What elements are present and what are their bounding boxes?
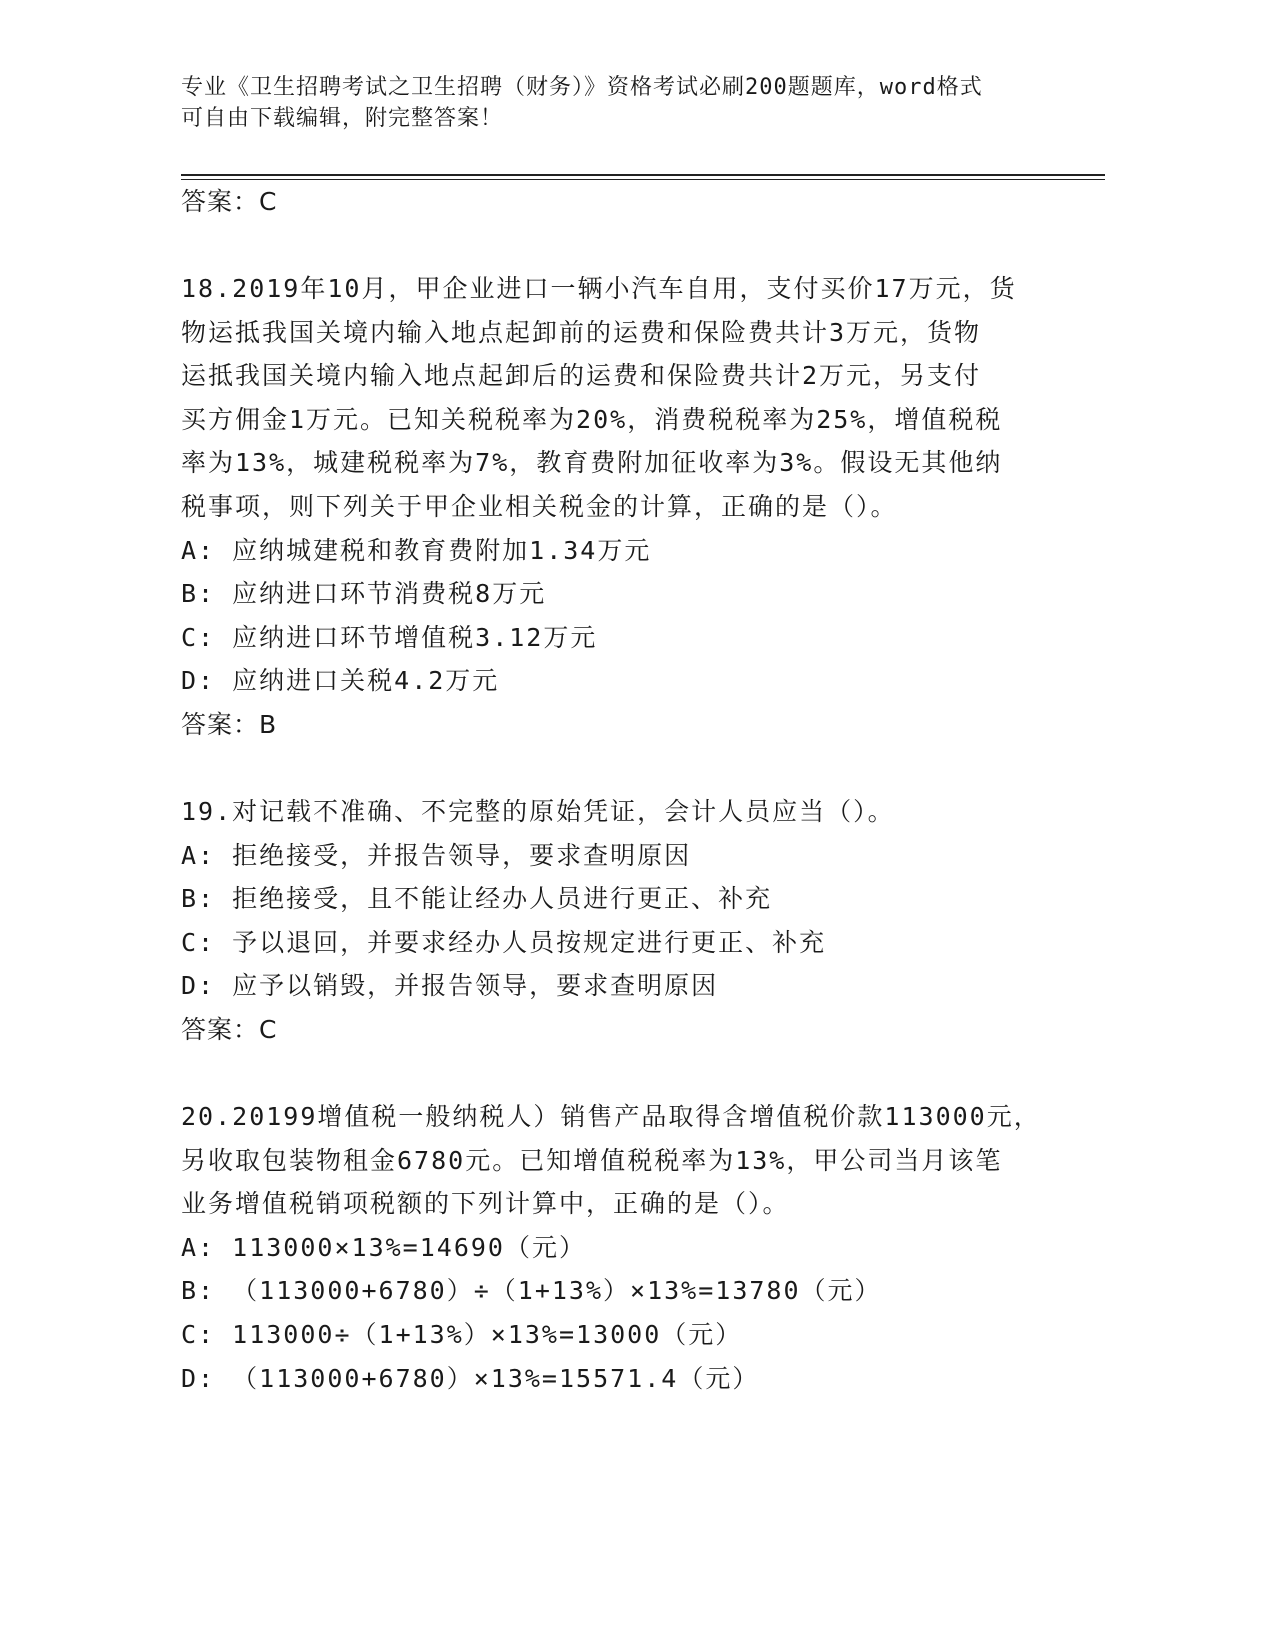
question-20 bbox=[181, 1095, 1081, 1400]
question-text-line: 18.2019年10月，甲企业进口一辆小汽车自用，支付买价17万元，货 bbox=[181, 274, 1017, 303]
question-text-line: 业务增值税销项税额的下列计算中，正确的是（）。 bbox=[181, 1189, 790, 1219]
page-header bbox=[181, 72, 1061, 134]
question-text-line: 19.对记载不准确、不完整的原始凭证，会计人员应当（）。 bbox=[181, 797, 895, 826]
option-d: D: （113000+6780）×13%=15571.4（元） bbox=[181, 1363, 760, 1393]
option-a: A: 113000×13%=14690（元） bbox=[181, 1232, 586, 1262]
question-text-line: 买方佣金1万元。已知关税税率为20%，消费税税率为25%，增值税税 bbox=[181, 404, 1003, 434]
previous-answer bbox=[181, 180, 1081, 224]
option-c: C: 应纳进口环节增值税3.12万元 bbox=[181, 622, 598, 652]
question-text-line: 另收取包装物租金6780元。已知增值税税率为13%，甲公司当月该笔 bbox=[181, 1145, 1003, 1175]
option-a: A: 应纳城建税和教育费附加1.34万元 bbox=[181, 535, 652, 565]
answer-label: 答案：C bbox=[181, 187, 278, 216]
option-b: B: 应纳进口环节消费税8万元 bbox=[181, 579, 547, 609]
question-19 bbox=[181, 790, 1081, 1052]
option-d: D: 应予以销毁，并报告领导，要求查明原因 bbox=[181, 971, 719, 1001]
header-line-1: 专业《卫生招聘考试之卫生招聘（财务）》资格考试必刷200题题库，word格式 bbox=[181, 75, 983, 100]
question-text-line: 运抵我国关境内输入地点起卸后的运费和保险费共计2万元，另支付 bbox=[181, 361, 982, 391]
header-divider-thick bbox=[181, 174, 1105, 176]
option-a: A: 拒绝接受，并报告领导，要求查明原因 bbox=[181, 840, 692, 870]
option-d: D: 应纳进口关税4.2万元 bbox=[181, 666, 500, 696]
header-line-2: 可自由下载编辑，附完整答案！ bbox=[181, 106, 504, 131]
option-c: C: 予以退回，并要求经办人员按规定进行更正、补充 bbox=[181, 927, 827, 957]
answer-label: 答案：B bbox=[181, 709, 278, 739]
question-text-line: 税事项，则下列关于甲企业相关税金的计算，正确的是（）。 bbox=[181, 491, 898, 521]
question-text-line: 20.20199增值税一般纳税人）销售产品取得含增值税价款113000元， bbox=[181, 1102, 1041, 1131]
option-b: B: （113000+6780）÷（1+13%）×13%=13780（元） bbox=[181, 1276, 882, 1306]
question-text-line: 率为13%，城建税税率为7%，教育费附加征收率为3%。假设无其他纳 bbox=[181, 448, 1003, 478]
question-text-line: 物运抵我国关境内输入地点起卸前的运费和保险费共计3万元，货物 bbox=[181, 317, 982, 347]
option-b: B: 拒绝接受，且不能让经办人员进行更正、补充 bbox=[181, 884, 773, 914]
question-18 bbox=[181, 267, 1081, 747]
option-c: C: 113000÷（1+13%）×13%=13000（元） bbox=[181, 1319, 743, 1349]
answer-label: 答案：C bbox=[181, 1014, 278, 1044]
